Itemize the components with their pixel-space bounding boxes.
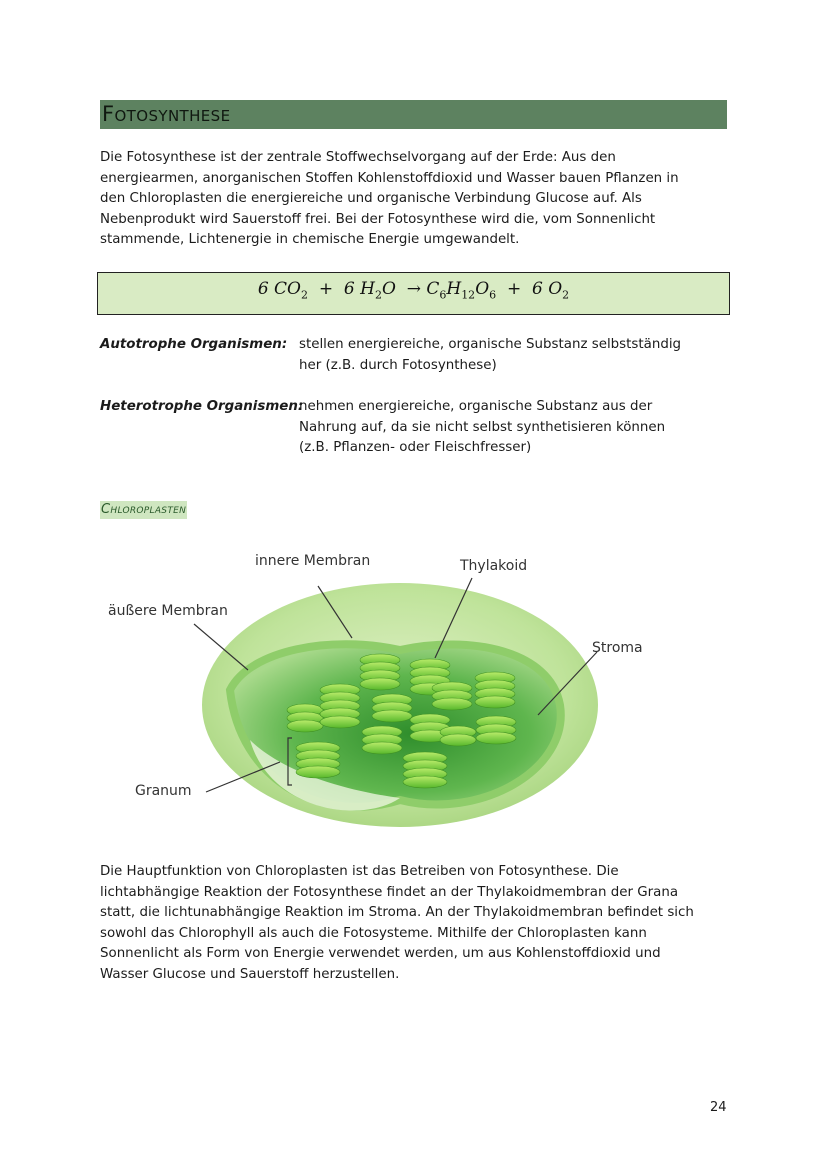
label-outer-membrane: äußere Membran: [108, 603, 228, 619]
intro-line: den Chloroplasten die energiereiche und organische Verbindung Glucose auf. Als: [100, 191, 642, 206]
intro-line: Nebenprodukt wird Sauerstoff frei. Bei der Fotosynthese wird die, vom Sonnenlicht: [100, 211, 656, 227]
body-line: Die Hauptfunktion von Chloroplasten ist das Betreiben von Fotosynthese. Die: [100, 864, 619, 879]
label-granum: Granum: [135, 783, 192, 799]
label-thylakoid: Thylakoid: [460, 558, 528, 574]
body-line: Wasser Glucose und Sauerstoff herzustellen.: [100, 966, 400, 982]
chloroplast-diagram: [100, 540, 660, 840]
intro-line: energiearmen, anorganischen Stoffen Kohlenstoffdioxid und Wasser bauen Pflanzen in: [100, 170, 679, 186]
page-number: 24: [710, 1100, 727, 1115]
definition-term: Autotrophe Organismen:: [100, 337, 288, 352]
body-line: statt, die lichtunabhängige Reaktion im Stroma. An der Thylakoidmembran befindet sich: [100, 905, 694, 920]
page-title: Fotosynthese: [102, 102, 231, 126]
intro-paragraph: [100, 148, 730, 251]
definition-text: stellen energiereiche, organische Substanz selbstständig her (z.B. durch Fotosynthese): [299, 337, 682, 373]
formula-box: [97, 272, 730, 315]
definition-text: nehmen energiereiche, organische Substanz aus der Nahrung auf, da sie nicht selbst synthetisieren können (z.B. Pflanzen- oder Fleischfresser): [299, 399, 666, 455]
label-stroma: Stroma: [592, 640, 643, 656]
section-heading-chloroplasts: Chloroplasten: [101, 502, 187, 517]
body-paragraph: [100, 862, 730, 985]
label-inner-membrane: innere Membran: [255, 553, 371, 569]
body-line: Sonnenlicht als Form von Energie verwendet werden, um aus Kohlenstoffdioxid und: [100, 946, 661, 961]
definition-term: Heterotrophe Organismen:: [100, 399, 304, 414]
title-bar: [100, 100, 727, 129]
intro-line: Die Fotosynthese ist der zentrale Stoffwechselvorgang auf der Erde: Aus den: [100, 150, 616, 165]
photosynthesis-equation: 6 $CO_2 + 6$ $H_2O \to C_6H_{12}O_6 + 6$ $O_2$: [257, 279, 570, 302]
body-line: lichtabhängige Reaktion der Fotosynthese findet an der Thylakoidmembran der Grana: [100, 884, 679, 900]
body-line: sowohl das Chlorophyll als auch die Fotosysteme. Mithilfe der Chloroplasten kann: [100, 925, 647, 941]
intro-line: stammende, Lichtenergie in chemische Energie umgewandelt.: [100, 232, 520, 247]
